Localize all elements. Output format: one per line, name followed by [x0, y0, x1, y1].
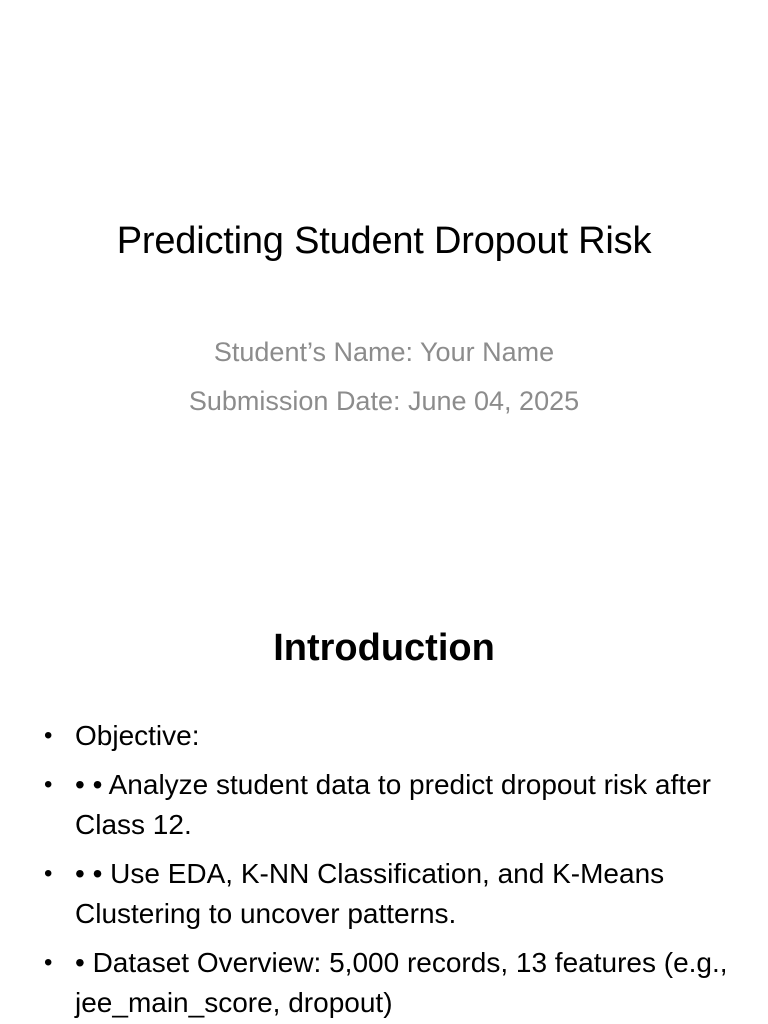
list-item: [44, 765, 744, 845]
list-item: [44, 716, 744, 756]
bullet-icon: •: [44, 949, 53, 976]
submission-date: Submission Date: June 04, 2025: [188, 386, 580, 416]
bullet-list: [44, 716, 744, 1024]
bullet-icon: •: [44, 771, 53, 798]
list-item: [44, 854, 744, 934]
student-name: Student’s Name: Your Name: [213, 337, 555, 367]
list-item: [44, 943, 744, 1023]
bullet-text: Objective:: [75, 720, 200, 751]
bullet-text: • Dataset Overview: 5,000 records, 13 features (e.g., jee_main_score, dropout): [75, 947, 728, 1018]
bullet-icon: •: [44, 722, 53, 749]
bullet-text: • • Analyze student data to predict dropout risk after Class 12.: [75, 769, 711, 840]
slide-title: Predicting Student Dropout Risk: [116, 220, 652, 262]
section-title-introduction: Introduction: [273, 627, 495, 669]
bullet-icon: •: [44, 860, 53, 887]
bullet-text: • • Use EDA, K-NN Classification, and K-Means Clustering to uncover patterns.: [75, 858, 665, 929]
